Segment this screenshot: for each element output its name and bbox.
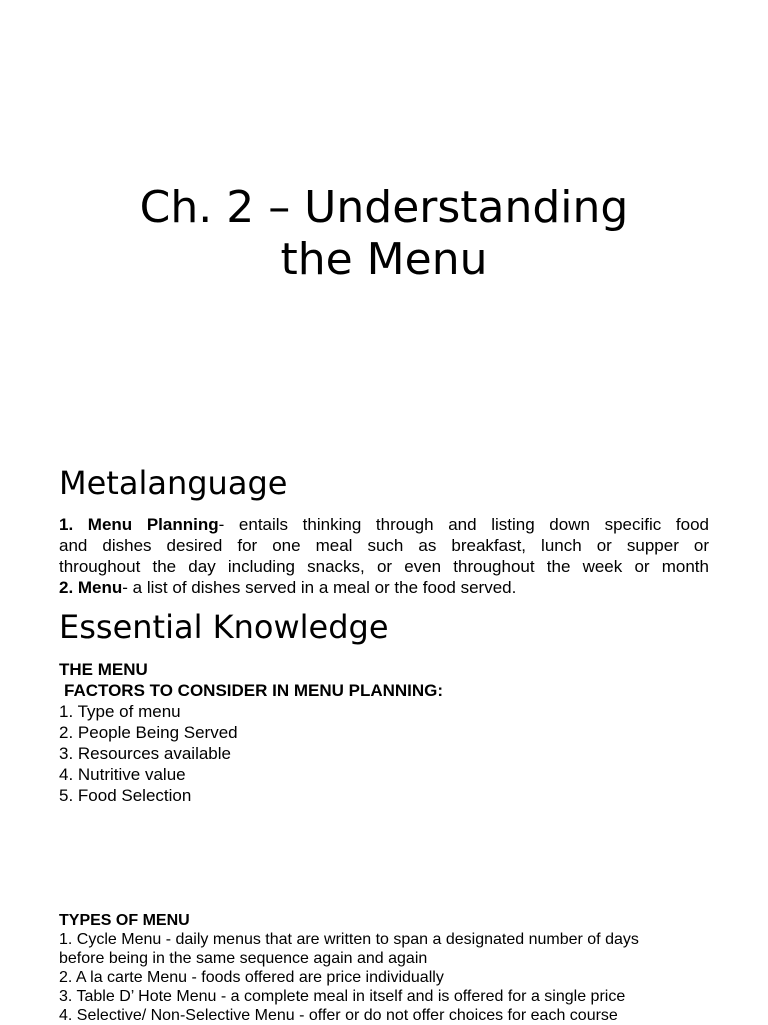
- definition-text: - a list of dishes served in a meal or the food served.: [122, 578, 517, 597]
- the-menu-subheading: THE MENU: [59, 660, 148, 679]
- types-heading: TYPES OF MENU: [59, 912, 190, 929]
- factors-heading: FACTORS TO CONSIDER IN MENU PLANNING:: [64, 681, 444, 700]
- essential-knowledge-heading: Essential Knowledge: [59, 608, 389, 646]
- types-line: 2. A la carte Menu - foods offered are price individually: [59, 969, 444, 986]
- title-line-2: the Menu: [280, 234, 488, 285]
- list-item: 4. Nutritive value: [59, 765, 186, 784]
- types-of-menu-section: [59, 911, 719, 1025]
- metalanguage-definitions: [59, 514, 709, 598]
- definition-menu: [59, 577, 709, 598]
- list-item: 2. People Being Served: [59, 723, 238, 742]
- types-line: 3. Table D’ Hote Menu - a complete meal in itself and is offered for a single price: [59, 988, 626, 1005]
- definition-term: 2. Menu: [59, 578, 123, 597]
- menu-factors-section: [59, 659, 709, 806]
- definition-menu-planning-line-3: throughout the day including snacks, or even throughout the week or month: [59, 557, 709, 576]
- metalanguage-heading: Metalanguage: [59, 464, 288, 502]
- types-line: 4. Selective/ Non-Selective Menu - offer or do not offer choices for each course: [59, 1007, 618, 1024]
- list-item: 1. Type of menu: [59, 702, 181, 721]
- definition-menu-planning-line-2: and dishes desired for one meal such as breakfast, lunch or supper or: [59, 536, 709, 555]
- list-item: 3. Resources available: [59, 744, 231, 763]
- types-line: before being in the same sequence again and again: [59, 950, 428, 967]
- list-item: 5. Food Selection: [59, 786, 192, 805]
- page-title: [0, 182, 768, 286]
- definition-menu-planning-line-1: [59, 514, 709, 535]
- definition-term: 1. Menu Planning: [59, 515, 219, 534]
- types-line: 1. Cycle Menu - daily menus that are written to span a designated number of days: [59, 931, 639, 948]
- title-line-1: Ch. 2 – Understanding: [139, 182, 629, 233]
- definition-text: - entails thinking through and listing down specific food: [218, 515, 709, 534]
